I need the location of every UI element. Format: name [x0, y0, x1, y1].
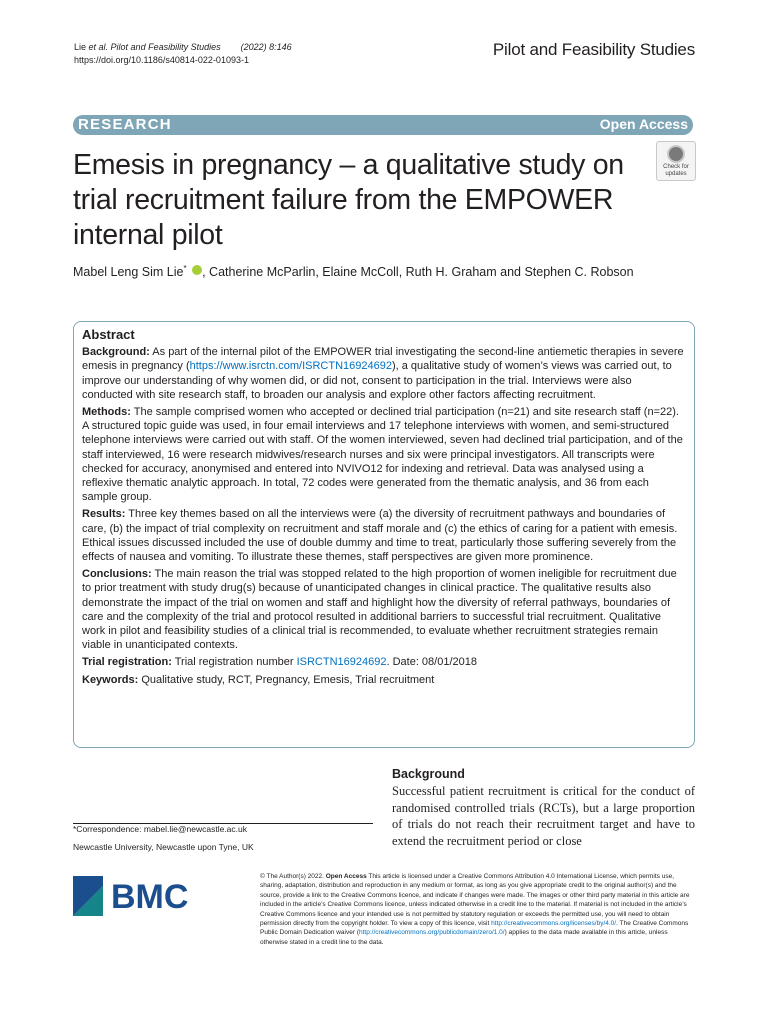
keywords-text: Qualitative study, RCT, Pregnancy, Emesis, Trial recruitment — [141, 673, 435, 686]
registration-text-1: Trial registration number — [174, 656, 297, 669]
abstract-conclusions — [82, 567, 684, 652]
citation-journal: Pilot and Feasibility Studies — [110, 42, 221, 52]
license-link-1[interactable]: http://creativecommons.org/licenses/by/4.0/ — [491, 920, 617, 928]
check-updates-icon — [667, 145, 685, 163]
citation-issue: (2022) 8:146 — [240, 42, 292, 52]
trial-link[interactable]: https://www.isrctn.com/ISRCTN16924692 — [189, 360, 392, 373]
check-updates-label-2: updates — [665, 171, 687, 177]
check-for-updates-button[interactable] — [656, 141, 696, 181]
other-authors: , Catherine McParlin, Elaine McColl, Ruth H. Graham and Stephen C. Robson — [202, 265, 634, 280]
citation-etal: et al. — [88, 42, 109, 52]
orcid-icon[interactable] — [192, 265, 202, 275]
abstract-methods — [82, 405, 684, 504]
correspondence: *Correspondence: mabel.lie@newcastle.ac.uk — [73, 824, 247, 834]
bmc-logo-text: BMC — [111, 878, 189, 916]
check-updates-label-1: Check for — [663, 164, 689, 170]
abstract-box — [73, 321, 695, 748]
license-open-access: Open Access — [325, 873, 367, 880]
abstract-results — [82, 507, 684, 564]
background-label: Background: — [82, 346, 150, 359]
license-text-3: ) applies to the data made available in this article, unless otherwise stated in a credit line to the data. — [260, 929, 668, 946]
registration-label: Trial registration: — [82, 656, 172, 669]
results-text: Three key themes based on all the interviews were (a) the diversity of recruitment pathways and boundaries of care, (b) the impact of trial complexity on recruitment and staff morale and (c) the ethics of caring for a patient with emesis. Ethical issues discussed included the use of double dummy and time to treat, particularly those suffering severely from the effects of nausea and vomiting. To illustrate these themes, staff perspectives are given more prominence. — [82, 508, 678, 564]
keywords-label: Keywords: — [82, 673, 139, 686]
license-text-1: This article is licensed under a Creative Commons Attribution 4.0 International License, which permits use, sharing, adaptation, distribution and reproduction in any medium or format, as long as you give appropriate credit to the original author(s) and the source, provide a link to the Creative Commons licence, and indicate if changes were made. The images or other third party material in this article are included in the article’s Creative Commons licence, unless indicated otherwise in a credit line to the material. If material is not included in the article’s Creative Commons licence and your intended use is not permitted by statutory regulation or exceeds the permitted use, you will need to obtain permission directly from the copyright holder. To view a copy of this licence, visit — [260, 873, 690, 928]
results-label: Results: — [82, 508, 126, 521]
affiliation: Newcastle University, Newcastle upon Tyne, UK — [73, 842, 254, 852]
bmc-logo — [73, 872, 215, 916]
doi-link[interactable]: https://doi.org/10.1186/s40814-022-01093-1 — [74, 55, 249, 65]
license-link-2[interactable]: http://creativecommons.org/publicdomain/zero/1.0/ — [359, 929, 505, 937]
methods-label: Methods: — [82, 406, 131, 419]
section-banner — [73, 115, 693, 135]
license-text-2: . The Creative Commons Public Domain Dedication waiver ( — [260, 920, 689, 937]
registration-text-2: . Date: 08/01/2018 — [386, 656, 477, 669]
conclusions-text: The main reason the trial was stopped related to the high proportion of women ineligible for recruitment due to prior treatment with study drug(s) because of unanticipated changes in clinical practice. The qualitative results also demonstrate the impact of the trial on women and staff and highlight how the diversity of referral pathways, boundaries of care and the complexity of the trial and protocol resulted in additional barriers to successful trial recruitment. Qualitative work in pilot and feasibility studies of a clinical trial is recommended, to evaluate whether recruitment strategies remain viable in unanticipated contexts. — [82, 568, 677, 652]
journal-name: Pilot and Feasibility Studies — [492, 40, 695, 59]
license-notice — [260, 872, 696, 947]
author-list — [73, 264, 634, 279]
methods-text: The sample comprised women who accepted or declined trial participation (n=21) and site research staff (n=22). A structured topic guide was used, in four email interviews and 17 telephone interviews with women, and semi-structured telephone interviews were carried out with staff. Of the women interviewed, seven had declined trial participation, and of the staff interviewed, 16 were research midwives/research nurses and six were principal investigators. All transcripts were checked for accuracy, anonymised and entered into NVIVO12 for indexing and retrieval. Data was analysed using a reflexive thematic analytic approach. In total, 72 codes were generated from the thematic analysis, and 36 from each sample group. — [82, 406, 683, 504]
background-text-2: ), a qualitative study of women’s views was carried out, to improve our understanding of why women did, or did not, consent to participation in the trial. Interviews were also conducted with site research staff, to broaden our analysis and explore other factors affecting recruitment. — [82, 360, 672, 401]
section-label: RESEARCH — [78, 116, 172, 133]
abstract-heading: Abstract — [82, 327, 135, 342]
background-paragraph: Successful patient recruitment is critical for the conduct of randomised controlled trials (RCTs), but a large proportion of trials do not reach their recruitment target and have to extend the recruitment period or close — [392, 784, 695, 848]
open-access-label: Open Access — [599, 116, 688, 132]
abstract-background — [82, 345, 684, 402]
citation-authors: Lie — [74, 42, 89, 52]
abstract-keywords — [82, 673, 684, 687]
citation-header — [74, 41, 292, 67]
conclusions-label: Conclusions: — [82, 568, 152, 581]
abstract-registration — [82, 655, 684, 669]
corresponding-mark: * — [183, 264, 187, 273]
first-author[interactable]: Mabel Leng Sim Lie — [73, 265, 184, 280]
license-prefix: © The Author(s) 2022. — [260, 873, 326, 880]
background-heading: Background — [392, 767, 465, 781]
background-text-1: As part of the internal pilot of the EMPOWER trial investigating the second-line antiemetic therapies in severe emesis in pregnancy ( — [82, 346, 684, 373]
registration-link[interactable]: ISRCTN16924692 — [296, 656, 387, 669]
article-title: Emesis in pregnancy – a qualitative study on trial recruitment failure from the EMPOWER internal pilot — [73, 149, 624, 251]
